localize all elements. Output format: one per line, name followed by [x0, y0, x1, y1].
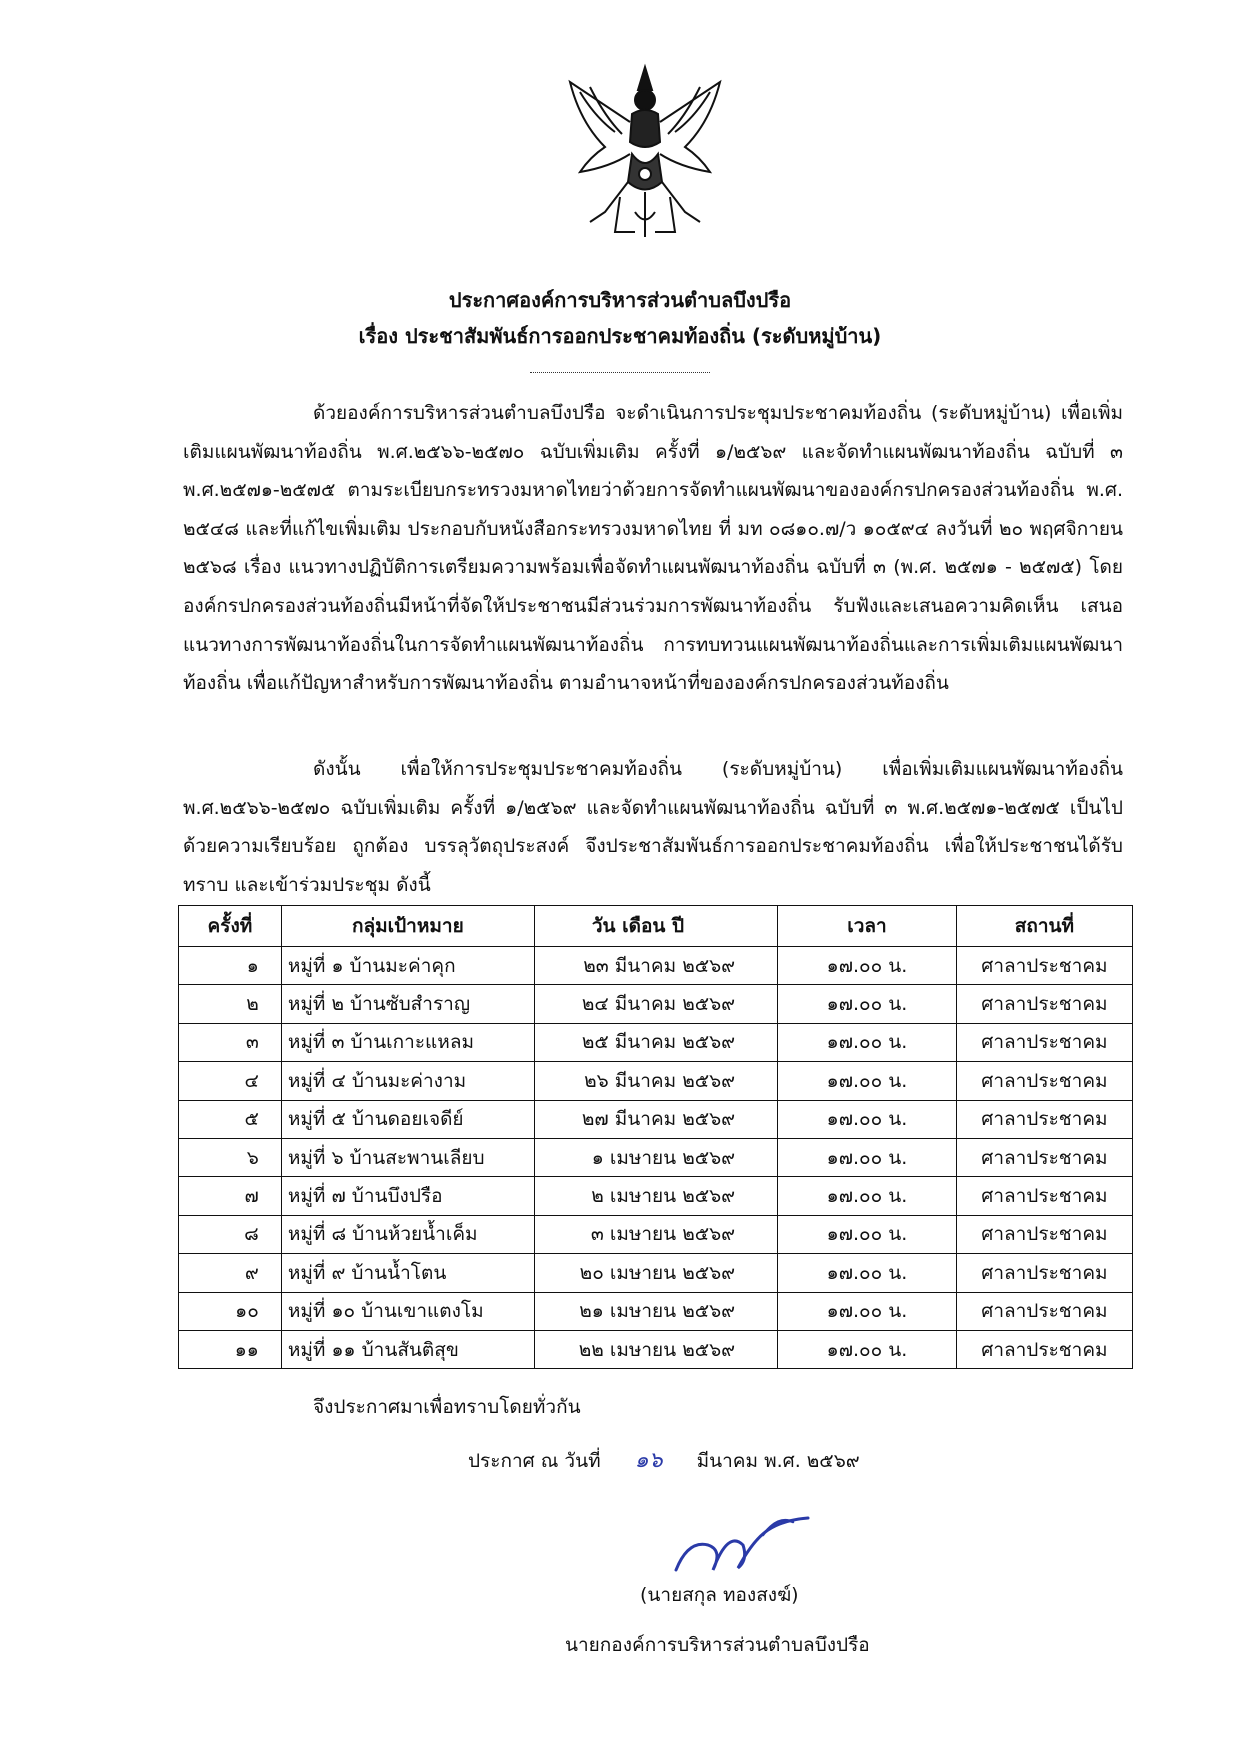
- cell-time: ๑๗.๐๐ น.: [778, 1330, 957, 1368]
- cell-round: ๑๑: [179, 1330, 282, 1368]
- cell-round: ๕: [179, 1100, 282, 1138]
- body-paragraph-1: ด้วยองค์การบริหารส่วนตำบลบึงปรือ จะดำเนินการประชุมประชาคมท้องถิ่น (ระดับหมู่บ้าน) เพื่อเพิ่มเติมแผนพัฒนาท้องถิ่น พ.ศ.๒๕๖๖-๒๕๗๐ ฉบับเพิ่มเติม ครั้งที่ ๑/๒๕๖๙ และจัดทำแผนพัฒนาท้องถิ่น ฉบับที่ ๓ พ.ศ.๒๕๗๑-๒๕๗๕ ตามระเบียบกระทรวงมหาดไทยว่าด้วยการจัดทำแผนพัฒนาขององค์กรปกครองส่วนท้องถิ่น พ.ศ. ๒๕๔๘ และที่แก้ไขเพิ่มเติม ประกอบกับหนังสือกระทรวงมหาดไทย ที่ มท ๐๘๑๐.๗/ว ๑๐๕๙๔ ลงวันที่ ๒๐ พฤศจิกายน ๒๕๖๘ เรื่อง แนวทางปฏิบัติการเตรียมความพร้อมเพื่อจัดทำแผนพัฒนาท้องถิ่น ฉบับที่ ๓ (พ.ศ. ๒๕๗๑ - ๒๕๗๕) โดยองค์กรปกครองส่วนท้องถิ่นมีหน้าที่จัดให้ประชาชนมีส่วนร่วมการพัฒนาท้องถิ่น รับฟังและเสนอความคิดเห็น เสนอแนวทางการพัฒนาท้องถิ่นในการจัดทำแผนพัฒนาท้องถิ่น การทบทวนแผนพัฒนาท้องถิ่นและการเพิ่มเติมแผนพัฒนาท้องถิ่น เพื่อแก้ปัญหาสำหรับการพัฒนาท้องถิ่น ตามอำนาจหน้าที่ขององค์กรปกครองส่วนท้องถิ่น: [183, 402, 1123, 695]
- cell-time: ๑๗.๐๐ น.: [778, 1138, 957, 1176]
- header-round: ครั้งที่: [179, 906, 282, 947]
- cell-date: ๒๒ เมษายน ๒๕๖๙: [534, 1330, 777, 1368]
- cell-round: ๘: [179, 1215, 282, 1253]
- cell-date: ๒๖ มีนาคม ๒๕๖๙: [534, 1062, 777, 1100]
- table-row: [179, 1330, 1133, 1368]
- title-divider: [530, 372, 710, 373]
- cell-round: ๒: [179, 985, 282, 1023]
- handwritten-signature-icon: [668, 1500, 818, 1580]
- cell-place: ศาลาประชาคม: [956, 947, 1132, 985]
- cell-time: ๑๗.๐๐ น.: [778, 1062, 957, 1100]
- header-place: สถานที่: [956, 906, 1132, 947]
- cell-target-group: หมู่ที่ ๗ บ้านบึงปรือ: [281, 1177, 534, 1215]
- cell-target-group: หมู่ที่ ๑ บ้านมะค่าคุก: [281, 947, 534, 985]
- cell-place: ศาลาประชาคม: [956, 1177, 1132, 1215]
- cell-date: ๒๕ มีนาคม ๒๕๖๙: [534, 1023, 777, 1061]
- header-target-group: กลุ่มเป้าหมาย: [281, 906, 534, 947]
- cell-time: ๑๗.๐๐ น.: [778, 1177, 957, 1215]
- cell-target-group: หมู่ที่ ๕ บ้านดอยเจดีย์: [281, 1100, 534, 1138]
- cell-round: ๖: [179, 1138, 282, 1176]
- cell-place: ศาลาประชาคม: [956, 1023, 1132, 1061]
- cell-target-group: หมู่ที่ ๑๑ บ้านสันติสุข: [281, 1330, 534, 1368]
- table-row: [179, 1023, 1133, 1061]
- cell-round: ๑: [179, 947, 282, 985]
- cell-round: ๔: [179, 1062, 282, 1100]
- table-header-row: [179, 906, 1133, 947]
- cell-place: ศาลาประชาคม: [956, 1215, 1132, 1253]
- cell-time: ๑๗.๐๐ น.: [778, 985, 957, 1023]
- handwritten-day: ๑๖: [634, 1448, 663, 1473]
- cell-date: ๑ เมษายน ๒๕๖๙: [534, 1138, 777, 1176]
- table-row: [179, 1138, 1133, 1176]
- cell-target-group: หมู่ที่ ๑๐ บ้านเขาแตงโม: [281, 1292, 534, 1330]
- meeting-schedule-table: [178, 905, 1133, 1369]
- cell-target-group: หมู่ที่ ๓ บ้านเกาะแหลม: [281, 1023, 534, 1061]
- table-row: [179, 1215, 1133, 1253]
- table-row: [179, 985, 1133, 1023]
- cell-time: ๑๗.๐๐ น.: [778, 1254, 957, 1292]
- table-row: [179, 947, 1133, 985]
- table-row: [179, 1292, 1133, 1330]
- table-row: [179, 1254, 1133, 1292]
- table-row: [179, 1177, 1133, 1215]
- cell-time: ๑๗.๐๐ น.: [778, 1292, 957, 1330]
- garuda-emblem-icon: [560, 62, 730, 242]
- cell-place: ศาลาประชาคม: [956, 1292, 1132, 1330]
- cell-target-group: หมู่ที่ ๔ บ้านมะค่างาม: [281, 1062, 534, 1100]
- cell-place: ศาลาประชาคม: [956, 1062, 1132, 1100]
- cell-place: ศาลาประชาคม: [956, 1254, 1132, 1292]
- announcement-date: [468, 1442, 860, 1477]
- cell-round: ๗: [179, 1177, 282, 1215]
- table-row: [179, 1062, 1133, 1100]
- cell-round: ๓: [179, 1023, 282, 1061]
- cell-date: ๒๗ มีนาคม ๒๕๖๙: [534, 1100, 777, 1138]
- cell-date: ๒ เมษายน ๒๕๖๙: [534, 1177, 777, 1215]
- header-time: เวลา: [778, 906, 957, 947]
- cell-round: ๙: [179, 1254, 282, 1292]
- cell-date: ๓ เมษายน ๒๕๖๙: [534, 1215, 777, 1253]
- cell-place: ศาลาประชาคม: [956, 1330, 1132, 1368]
- cell-round: ๑๐: [179, 1292, 282, 1330]
- cell-target-group: หมู่ที่ ๒ บ้านซับสำราญ: [281, 985, 534, 1023]
- signer-name: (นายสกุล ทองสงฆ์): [640, 1584, 799, 1606]
- header-date: วัน เดือน ปี: [534, 906, 777, 947]
- cell-time: ๑๗.๐๐ น.: [778, 1215, 957, 1253]
- cell-date: ๒๔ มีนาคม ๒๕๖๙: [534, 985, 777, 1023]
- cell-place: ศาลาประชาคม: [956, 1100, 1132, 1138]
- cell-time: ๑๗.๐๐ น.: [778, 1100, 957, 1138]
- cell-time: ๑๗.๐๐ น.: [778, 947, 957, 985]
- cell-place: ศาลาประชาคม: [956, 1138, 1132, 1176]
- date-suffix: มีนาคม พ.ศ. ๒๕๖๙: [696, 1450, 860, 1472]
- cell-date: ๒๑ เมษายน ๒๕๖๙: [534, 1292, 777, 1330]
- date-prefix: ประกาศ ณ วันที่: [468, 1450, 601, 1472]
- cell-target-group: หมู่ที่ ๘ บ้านห้วยน้ำเค็ม: [281, 1215, 534, 1253]
- cell-date: ๒๐ เมษายน ๒๕๖๙: [534, 1254, 777, 1292]
- announcement-title: ประกาศองค์การบริหารส่วนตำบลบึงปรือ: [448, 288, 792, 312]
- announcement-subject: เรื่อง ประชาสัมพันธ์การออกประชาคมท้องถิ่น (ระดับหมู่บ้าน): [358, 324, 882, 348]
- cell-place: ศาลาประชาคม: [956, 985, 1132, 1023]
- body-paragraph-2: ดังนั้น เพื่อให้การประชุมประชาคมท้องถิ่น (ระดับหมู่บ้าน) เพื่อเพิ่มเติมแผนพัฒนาท้องถิ่น พ.ศ.๒๕๖๖-๒๕๗๐ ฉบับเพิ่มเติม ครั้งที่ ๑/๒๕๖๙ และจัดทำแผนพัฒนาท้องถิ่น ฉบับที่ ๓ พ.ศ.๒๕๗๑-๒๕๗๕ เป็นไปด้วยความเรียบร้อย ถูกต้อง บรรลุวัตถุประสงค์ จึงประชาสัมพันธ์การออกประชาคมท้องถิ่น เพื่อให้ประชาชนได้รับทราบ และเข้าร่วมประชุม ดังนี้: [183, 758, 1123, 896]
- cell-target-group: หมู่ที่ ๙ บ้านน้ำโตน: [281, 1254, 534, 1292]
- cell-target-group: หมู่ที่ ๖ บ้านสะพานเลียบ: [281, 1138, 534, 1176]
- closing-statement: จึงประกาศมาเพื่อทราบโดยทั่วกัน: [313, 1396, 581, 1418]
- table-row: [179, 1100, 1133, 1138]
- cell-date: ๒๓ มีนาคม ๒๕๖๙: [534, 947, 777, 985]
- cell-time: ๑๗.๐๐ น.: [778, 1023, 957, 1061]
- signer-position: นายกองค์การบริหารส่วนตำบลบึงปรือ: [565, 1634, 870, 1656]
